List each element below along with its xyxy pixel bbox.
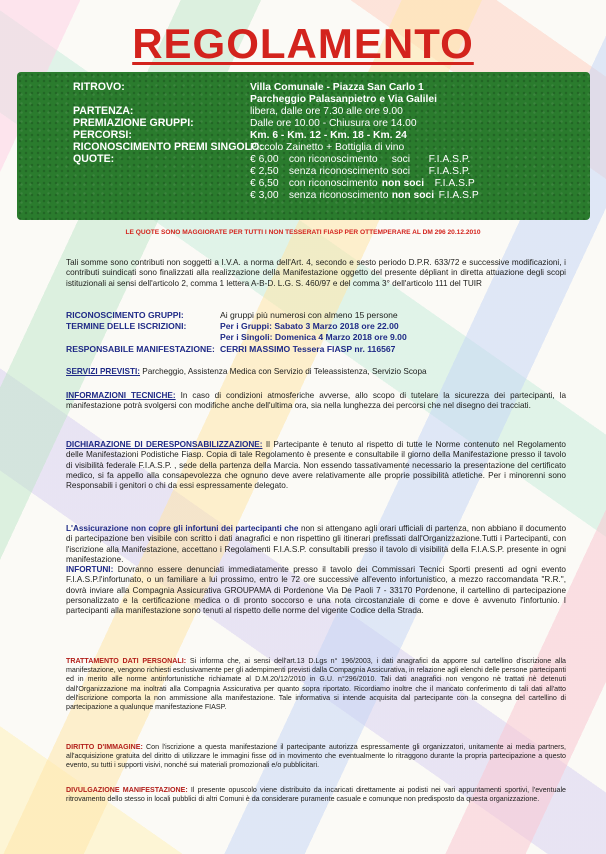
- infortuni-label: INFORTUNI:: [66, 565, 114, 575]
- quota-row: [250, 166, 470, 178]
- divulgazione-section: [66, 786, 566, 804]
- servizi-text: Parcheggio, Assistenza Medica con Servizio di Teleassistenza, Servizio Scopa: [142, 367, 427, 376]
- quota-org: F.I.A.S.P: [438, 190, 479, 201]
- immagine-text: Con l'iscrizione a questa manifestazione il partecipante autorizza espressamente gli organizzatori, unitamente ai media partners, all'acquisizione gratuita del diritto di utilizzare le immagini fisse od in movimento che eventualmente lo ritraggono durante la propria partecipazione a questo evento, su tutti i supporti visivi, nonché sui materiali promozionali e/o pubblicitari.: [66, 743, 566, 770]
- quota-org: F.I.A.S.P: [434, 178, 475, 189]
- info-tecniche-label: INFORMAZIONI TECNICHE:: [66, 391, 176, 400]
- quota-price: € 6,50: [250, 178, 279, 189]
- quota-price: € 6,00: [250, 154, 279, 165]
- termine-gruppi: Per i Gruppi: Sabato 3 Marzo 2018 ore 22.00: [220, 321, 399, 331]
- quota-who: non soci: [381, 178, 425, 189]
- responsabile-value: CERRI MASSIMO Tessera FIASP nr. 116567: [220, 344, 396, 354]
- assicurazione-bold: L'Assicurazione non copre gli infortuni dei partecipanti che: [66, 524, 299, 533]
- quota-row: [250, 178, 475, 190]
- surcharge-note: LE QUOTE SONO MAGGIORATE PER TUTTI I NON TESSERATI FIASP PER OTTEMPERARE AL DM 296 20.12.2010: [125, 229, 481, 236]
- termine-label: TERMINE DELLE ISCRIZIONI:: [66, 321, 187, 331]
- servizi-section: [66, 367, 566, 377]
- quota-desc: senza riconoscimento: [288, 190, 389, 201]
- divulgazione-label: DIVULGAZIONE MANIFESTAZIONE:: [66, 786, 188, 794]
- quota-desc: senza riconoscimento: [288, 166, 389, 177]
- ritrovo-label: RITROVO:: [73, 81, 125, 93]
- infortuni-text: Dovranno essere denunciati immediatamente presso il tavolo dei Commissari Tecnici Sporti presenti ad ogni evento F.I.A.S.P.l'infortunato, o un familiare a lui prossimo, entro le 72 ore successive all'evento infortunistico, a mezzo raccomandata "R.R.", dovrà inviare alla Compagnia Assicurativa GROUPAMA di Pordenone Via De Paoli 7 - 33170 Pordenone, il cartellino di partecipazione personalizzato e la certificazione medica o di pronto soccorso e una nota circostanziale di come e dove è avvenuto l'infortunio. I partecipanti alla manifestazione sono tenuti al rispetto delle norme del vigente Codice della Strada.: [66, 565, 566, 616]
- percorsi-label: PERCORSI:: [73, 129, 132, 141]
- ritrovo-line-1: Villa Comunale - Piazza San Carlo 1: [250, 82, 424, 93]
- gruppi-label: RICONOSCIMENTO GRUPPI:: [66, 310, 184, 320]
- quota-desc: con riconoscimento: [288, 154, 378, 165]
- privacy-section: [66, 657, 566, 712]
- percorsi-value: Km. 6 - Km. 12 - Km. 18 - Km. 24: [250, 130, 407, 141]
- quota-price: € 2,50: [250, 166, 279, 177]
- quota-row: [250, 190, 479, 202]
- assicurazione-text: non si attengano agli orari ufficiali di partenza, non abbiano il documento di partecipazione ben visibile con scritto i dati anagrafici e non rispettino gli itinerari prefissati dall'Organizzazione.Tutti i Partecipanti, con l'iscrizione alla Manifestazione, accettano i Regolamenti F.I.A.S.P. consultabili presso il tavolo di visibilità della F.I.A.S.P. presente in ogni manifestazione.: [66, 524, 566, 564]
- privacy-text: Si informa che, ai sensi dell'art.13 D.Lgs n° 196/2003, i dati anagrafici da apporre sul cartellino d'iscrizione alla manifestazione, vengono richiesti esclusivamente per gli adempimenti previsti dalla Compagnia Assicurativa, in relazione agli elenchi delle persone partecipanti ed in merito alle norme antinfortunistiche richiamate al D.M.20/12/2010 in G.U. n°296/2010. Tali dati anagrafici non vengono nè trattati nè detenuti dall'Organizzazione ma inoltrati alla Compagnia Assicurativa per quanto sopra riportato. Ricordiamo inoltre che il mancato conferimento di tali dati all'atto dell'iscrizione comporta la non ammissione alla manifestazione. Tale informativa si intende acquisita dal partecipante con la consegna del cartellino di partecipazione a qualunque manifestazione FIASP.: [66, 657, 566, 712]
- quota-who: soci: [391, 166, 411, 177]
- gruppi-value: Ai gruppi più numerosi con almeno 15 persone: [220, 310, 398, 320]
- page-title: REGOLAMENTO: [132, 20, 474, 67]
- quota-price: € 3,00: [250, 190, 279, 201]
- quota-who: soci: [391, 154, 411, 165]
- quota-desc: con riconoscimento: [288, 178, 378, 189]
- premiazione-label: PREMIAZIONE GRUPPI:: [73, 117, 194, 129]
- info-tecniche-section: [66, 391, 566, 412]
- servizi-label: SERVIZI PREVISTI:: [66, 367, 141, 376]
- partenza-label: PARTENZA:: [73, 105, 134, 117]
- responsabile-label: RESPONSABILE MANIFESTAZIONE:: [66, 344, 215, 354]
- riconoscimento-value: Piccolo Zainetto + Bottiglia di vino: [250, 142, 405, 153]
- assicurazione-section: [66, 524, 566, 617]
- dichiarazione-text: Il Partecipante è tenuto al rispetto di tutte le Norme contenuto nel Regolamento delle Manifestazioni Podistiche Fiasp. Copia di tale Regolamento è presente e consultabile il giorno della Manifestazione presso il tavolo di visibilità federale F.I.A.S.P. , sede della partenza della Marcia. Non essendo tassativamente necessario la presentazione del certificato medico, si fa appello alla consapevolezza che ognuno deve avere relativamente alle proprie possibilità atletiche. Per i minorenni sono Responsabili i genitori o chi da essi espressamente delegato.: [66, 440, 566, 491]
- riconoscimento-label: RICONOSCIMENTO PREMI SINGOLO:: [73, 141, 263, 153]
- intro-paragraph: Tali somme sono contributi non soggetti a I.V.A. a norma dell'Art. 4, secondo e sesto periodo D.P.R. 633/72 e successive modificazioni, i contributi suindicati sono finalizzati alla realizzazione della Manifestazione oggetto del presente dépliant in diretta attuazione degli scopi istituzionali ai sensi dell'articolo 2, comma 1 lettera A-B-D. L.G. S. 460/97 e del comma 3° dell'articolo 111 del TUIR: [66, 258, 566, 288]
- divulgazione-text: Il presente opuscolo viene distribuito da incaricati direttamente ai podisti nei vari appuntamenti sportivi, l'eventuale ritrovamento dello stesso in locali pubblici di altri Comuni è da considerare puramente casuale e comunque non predisposto da questa organizzazione.: [66, 786, 566, 804]
- quota-row: [250, 154, 470, 166]
- quote-label: QUOTE:: [73, 153, 115, 165]
- termine-singoli: Per i Singoli: Domenica 4 Marzo 2018 ore 9.00: [220, 332, 407, 342]
- info-tecniche-text: In caso di condizioni atmosferiche avverse, allo scopo di tutelare la sicurezza dei partecipanti, la manifestazione potrà svolgersi con modifiche anche dell'ultima ora, sia nella lunghezza dei percorsi che nel disegno dei tracciati.: [66, 391, 567, 411]
- quota-org: F.I.A.S.P.: [428, 166, 471, 177]
- privacy-label: TRATTAMENTO DATI PERSONALI:: [66, 657, 187, 665]
- dichiarazione-label: DICHIARAZIONE DI DERESPONSABILIZZAZIONE:: [66, 440, 263, 449]
- event-info-box: [17, 72, 590, 220]
- partenza-value: libera, dalle ore 7.30 alle ore 9.00: [250, 106, 403, 117]
- immagine-section: [66, 743, 566, 771]
- quota-org: F.I.A.S.P.: [428, 154, 471, 165]
- ritrovo-line-2: Parcheggio Palasanpietro e Via Galilei: [250, 94, 437, 105]
- premiazione-value: Dalle ore 10.00 - Chiusura ore 14.00: [250, 118, 417, 129]
- immagine-label: DIRITTO D'IMMAGINE:: [66, 743, 143, 751]
- dichiarazione-section: [66, 440, 566, 491]
- quota-who: non soci: [391, 190, 435, 201]
